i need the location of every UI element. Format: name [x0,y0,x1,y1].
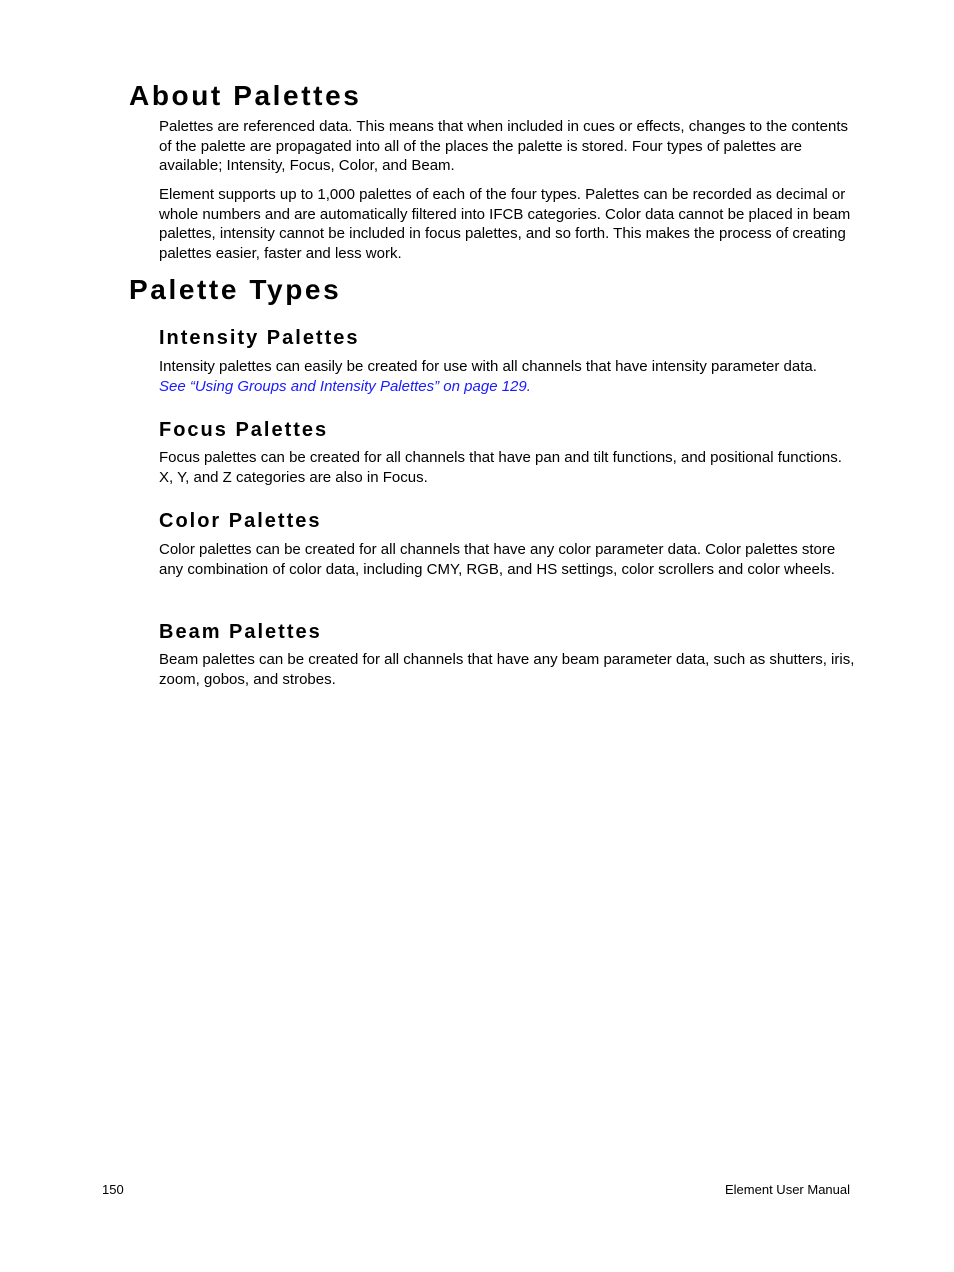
color-paragraph: Color palettes can be created for all channels that have any color parameter data. Color palettes store any combination of color data, including CMY, RGB, and HS settings, color scrollers and color wheels. [159,541,836,578]
footer-page-number: 150 [102,1182,124,1197]
heading-palette-types: Palette Types [129,274,342,305]
heading-about-palettes: About Palettes [129,80,362,111]
footer-manual-title: Element User Manual [725,1182,850,1197]
intensity-text: Intensity palettes can easily be created for use with all channels that have intensity parameter data. [159,358,817,375]
about-paragraph-1: Palettes are referenced data. This means that when included in cues or effects, changes to the contents of the palette are propagated into all of the places the palette is stored. Four types of palettes are available; Intensity, Focus, Color, and Beam. [159,118,849,174]
heading-focus-palettes: Focus Palettes [159,419,329,441]
intensity-cross-reference-link[interactable]: See “Using Groups and Intensity Palettes” on page 129. [159,377,531,395]
focus-paragraph: Focus palettes can be created for all channels that have pan and tilt functions, and positional functions. X, Y, and Z categories are also in Focus. [159,449,842,486]
beam-paragraph: Beam palettes can be created for all channels that have any beam parameter data, such as shutters, iris, zoom, gobos, and strobes. [159,651,855,688]
heading-intensity-palettes: Intensity Palettes [159,327,360,349]
about-paragraph-2: Element supports up to 1,000 palettes of each of the four types. Palettes can be recorded as decimal or whole numbers and are automatically filtered into IFCB categories. Color data cannot be placed in beam palettes, intensity cannot be included in focus palettes, and so forth. This makes the process of creating palettes easier, faster and less work. [159,186,851,262]
intensity-paragraph [159,357,859,396]
heading-color-palettes: Color Palettes [159,510,322,532]
heading-beam-palettes: Beam Palettes [159,621,322,643]
